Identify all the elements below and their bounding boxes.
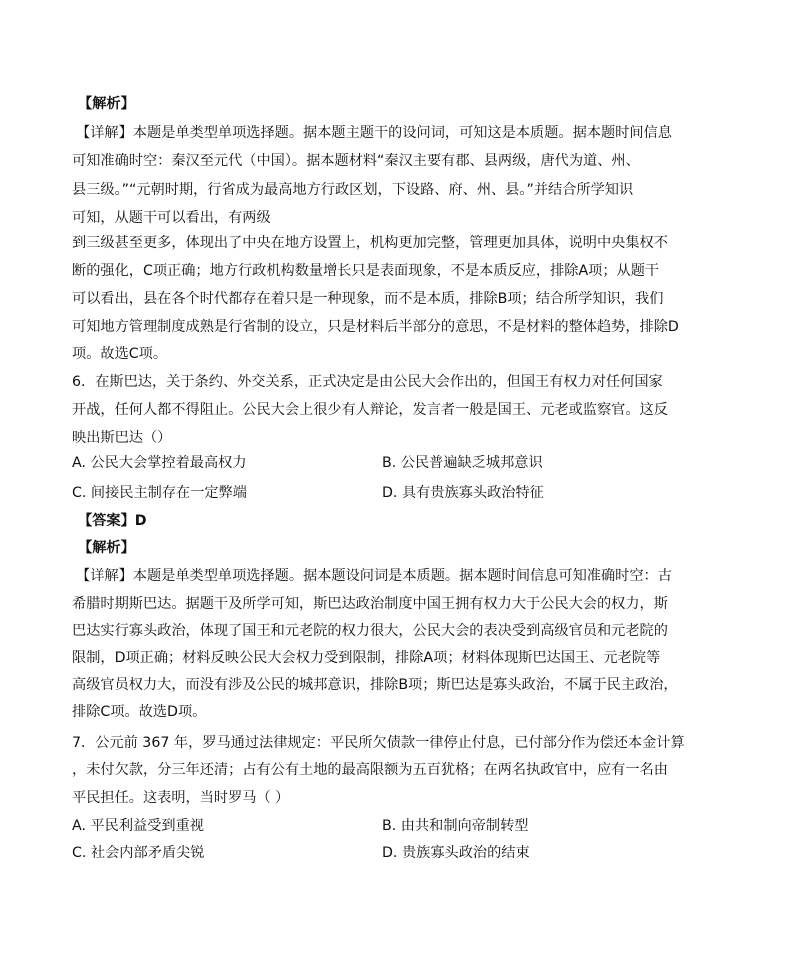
q5-detail-line-1: 【详解】本题是单类型单项选择题。据本题主题干的设问词，可知这是本质题。据本题时间信息 xyxy=(76,125,672,141)
q6-option-c: C. 间接民主制存在一定弊端 xyxy=(72,485,247,501)
q5-detail-line-7: 可以看出，县在各个时代都存在着只是一种现象，而不是本质，排除B项；结合所学知识，我们 xyxy=(72,291,664,307)
q6-detail-line-3: 巴达实行寡头政治，体现了国王和元老院的权力很大，公民大会的表决受到高级官员和元老院的 xyxy=(72,623,668,639)
q6-option-a: A. 公民大会掌控着最高权力 xyxy=(72,455,247,471)
q5-detail-line-6: 断的强化，C项正确；地方行政机构数量增长只是表面现象，不是本质反应，排除A项；从题干 xyxy=(72,263,660,279)
q6-stem-line-1: 6．在斯巴达，关于条约、外交关系，正式决定是由公民大会作出的，但国王有权力对任何国家 xyxy=(72,374,663,390)
q7-stem-line-2: ，未付欠款，分三年还清；占有公有土地的最高限额为五百犹格；在两名执政官中，应有一名由 xyxy=(72,762,668,778)
q7-option-b: B. 由共和制向帝制转型 xyxy=(382,818,529,834)
q7-option-d: D. 贵族寡头政治的结束 xyxy=(382,845,530,861)
q5-detail-line-4: 可知，从题干可以看出，有两级 xyxy=(72,210,271,226)
q5-analysis-heading: 【解析】 xyxy=(78,96,135,112)
q5-detail-line-5: 到三级甚至更多，体现出了中央在地方设置上，机构更加完整，管理更加具体，说明中央集权不 xyxy=(72,235,668,251)
q5-detail-line-8: 可知地方管理制度成熟是行省制的设立，只是材料后半部分的意思，不是材料的整体趋势，排除D xyxy=(72,319,679,335)
q6-detail-line-5: 高级官员权力大，而没有涉及公民的城邦意识，排除B项；斯巴达是寡头政治，不属于民主政治， xyxy=(72,677,678,693)
q6-detail-line-6: 排除C项。故选D项。 xyxy=(72,704,207,720)
q6-analysis-heading: 【解析】 xyxy=(78,540,135,556)
q6-detail-line-2: 希腊时期斯巴达。据题干及所学可知，斯巴达政治制度中国王拥有权力大于公民大会的权力，斯 xyxy=(72,596,668,612)
q7-stem-line-1: 7．公元前 367 年，罗马通过法律规定：平民所欠债款一律停止付息，已付部分作为偿还本金计算 xyxy=(72,735,685,751)
q6-option-b: B. 公民普遍缺乏城邦意识 xyxy=(382,455,543,471)
q6-stem-line-3: 映出斯巴达（） xyxy=(72,430,172,446)
q6-detail-line-1: 【详解】本题是单类型单项选择题。据本题设问词是本质题。据本题时间信息可知准确时空：古 xyxy=(76,568,672,584)
q6-stem-line-2: 开战，任何人都不得阻止。公民大会上很少有人辩论，发言者一般是国王、元老或监察官。这反 xyxy=(72,402,668,418)
q5-detail-line-2: 可知准确时空：秦汉至元代（中国）。据本题材料“秦汉主要有郡、县两级，唐代为道、州、 xyxy=(72,153,640,169)
q6-detail-line-4: 限制，D项正确；材料反映公民大会权力受到限制，排除A项；材料体现斯巴达国王、元老院等 xyxy=(72,650,661,666)
q6-option-d: D. 具有贵族寡头政治特征 xyxy=(382,485,544,501)
q7-option-c: C. 社会内部矛盾尖锐 xyxy=(72,845,205,861)
q7-option-a: A. 平民利益受到重视 xyxy=(72,818,204,834)
q7-stem-line-3: 平民担任。这表明，当时罗马（ ） xyxy=(72,790,290,806)
q5-detail-line-9: 项。故选C项。 xyxy=(72,346,168,362)
q6-answer: 【答案】D xyxy=(78,513,147,529)
q5-detail-line-3: 县三级。”“元朝时期，行省成为最高地方行政区划，下设路、府、州、县。”并结合所学知识 xyxy=(72,182,634,198)
